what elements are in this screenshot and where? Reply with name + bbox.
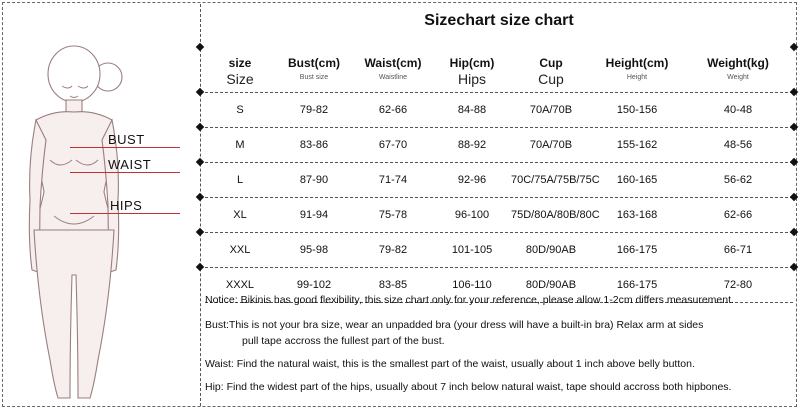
header-cell: Bust(cm) Bust size — [287, 56, 340, 81]
hips-indicator-line — [70, 213, 180, 214]
header-cell: Weight(kg) Weight — [707, 56, 769, 81]
header-cell: Height(cm) Height — [605, 56, 669, 81]
header-cell: size Size — [226, 56, 254, 87]
body-figure — [10, 20, 195, 405]
bust-label: BUST — [108, 132, 145, 147]
table-row: XXXL 99-102 83-85 106-110 80D/90AB 166-175 72-80 — [205, 267, 793, 303]
bust-note: Bust:This is not your bra size, wear an unpadded bra (your dress will have a built-in bra) Relax arm at sides — [205, 319, 704, 331]
vertical-divider — [200, 4, 201, 406]
table-row: XXL 95-98 79-82 101-105 80D/90AB 166-175 66-71 — [205, 232, 793, 267]
table-row: L 87-90 71-74 92-96 70C/75A/75B/75C 160-165 56-62 — [205, 162, 793, 197]
bust-indicator-line — [70, 147, 180, 148]
table-row: M 83-86 67-70 88-92 70A/70B 155-162 48-56 — [205, 127, 793, 162]
header-cell: Waist(cm) Waistline — [364, 56, 422, 81]
hip-note: Hip: Find the widest part of the hips, usually about 7 inch below natural waist, tape should accross both hipbones. — [205, 381, 732, 393]
chart-title: Sizechart size chart — [424, 12, 574, 29]
table-row: S 79-82 62-66 84-88 70A/70B 150-156 40-48 — [205, 92, 793, 127]
bust-note-continued: pull tape accross the fullest part of the bust. — [242, 335, 445, 347]
notice-text: Notice: Bikinis has good flexibility, this size chart only for your reference, please allow 1-2cm differs measurement. — [205, 294, 734, 306]
table-row: XL 91-94 75-78 96-100 75D/80A/80B/80C 163-168 62-66 — [205, 197, 793, 232]
waist-note: Waist: Find the natural waist, this is the smallest part of the waist, usually about 1 inch above belly button. — [205, 358, 695, 370]
size-table — [205, 47, 793, 303]
hips-label: HIPS — [110, 198, 143, 213]
table-header-row — [205, 47, 793, 92]
header-cell: Cup Cup — [538, 56, 564, 87]
waist-indicator-line — [70, 172, 180, 173]
waist-label: WAIST — [108, 157, 152, 172]
header-cell: Hip(cm) Hips — [449, 56, 495, 87]
